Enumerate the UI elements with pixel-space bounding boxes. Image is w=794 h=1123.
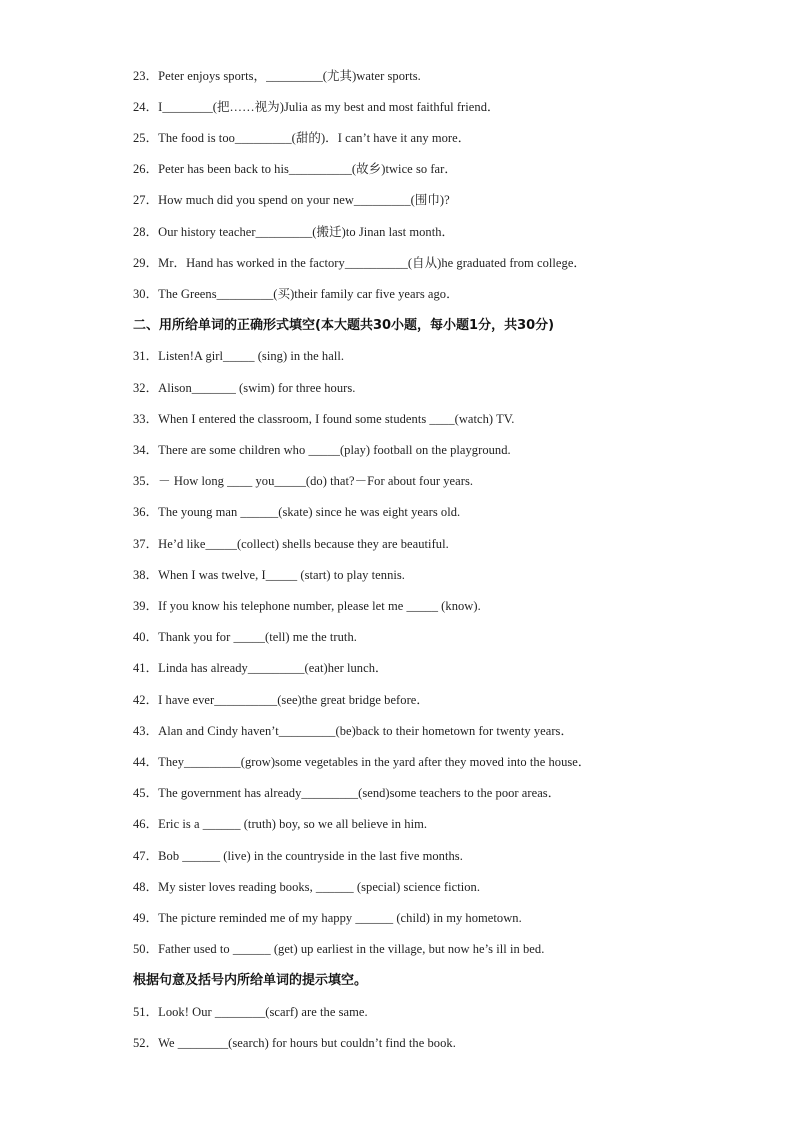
- question-43: 43．Alan and Cindy haven’t_________(be)back to their hometown for twenty years．: [133, 724, 574, 738]
- question-36: 36．The young man ______(skate) since he was eight years old.: [133, 505, 461, 519]
- question-39: 39．If you know his telephone number, please let me _____ (know).: [133, 599, 481, 613]
- question-41: 41．Linda has already_________(eat)her lunch．: [133, 661, 388, 675]
- question-52: 52．We ________(search) for hours but couldn’t find the book.: [133, 1036, 456, 1050]
- question-42: 42．I have ever__________(see)the great bridge before．: [133, 693, 429, 707]
- section-heading-3: 根据句意及括号内所给单词的提示填空。: [133, 973, 368, 988]
- question-31: 31．Listen!A girl_____ (sing) in the hall.: [133, 349, 345, 363]
- question-49: 49．The picture reminded me of my happy ______ (child) in my hometown.: [133, 911, 522, 925]
- question-24: 24．I________(把……视为)Julia as my best and most faithful friend．: [133, 100, 500, 114]
- question-25: 25．The food is too_________(甜的)．I can’t have it any more．: [133, 131, 471, 145]
- question-40: 40．Thank you for _____(tell) me the truth.: [133, 630, 357, 644]
- question-23: 23．Peter enjoys sports，_________(尤其)water sports.: [133, 69, 421, 83]
- question-32: 32．Alison_______ (swim) for three hours.: [133, 381, 356, 395]
- question-50: 50．Father used to ______ (get) up earliest in the village, but now he’s ill in bed.: [133, 942, 545, 956]
- question-51: 51．Look! Our ________(scarf) are the same.: [133, 1005, 368, 1019]
- section-heading-2: 二、用所给单词的正确形式填空(本大题共30小题，每小题1分，共30分): [133, 318, 555, 333]
- question-46: 46．Eric is a ______ (truth) boy, so we all believe in him.: [133, 817, 428, 831]
- question-28: 28．Our history teacher_________(搬迁)to Jinan last month．: [133, 225, 455, 239]
- question-48: 48．My sister loves reading books, ______ (special) science fiction.: [133, 880, 481, 894]
- question-26: 26．Peter has been back to his__________(故乡)twice so far．: [133, 162, 457, 176]
- question-38: 38．When I was twelve, I_____ (start) to play tennis.: [133, 568, 405, 582]
- question-30: 30．The Greens_________(买)their family car five years ago．: [133, 287, 459, 301]
- question-29: 29．Mr．Hand has worked in the factory__________(自从)he graduated from college．: [133, 256, 586, 270]
- question-45: 45．The government has already_________(send)some teachers to the poor areas．: [133, 786, 561, 800]
- question-35: 35．－ How long ____ you_____(do) that?－For about four years.: [133, 474, 474, 488]
- question-34: 34．There are some children who _____(play) football on the playground.: [133, 443, 511, 457]
- question-27: 27．How much did you spend on your new_________(围巾)?: [133, 193, 450, 207]
- question-47: 47．Bob ______ (live) in the countryside in the last five months.: [133, 849, 463, 863]
- question-37: 37．He’d like_____(collect) shells because they are beautiful.: [133, 537, 449, 551]
- question-44: 44．They_________(grow)some vegetables in the yard after they moved into the house．: [133, 755, 591, 769]
- question-33: 33．When I entered the classroom, I found some students ____(watch) TV.: [133, 412, 515, 426]
